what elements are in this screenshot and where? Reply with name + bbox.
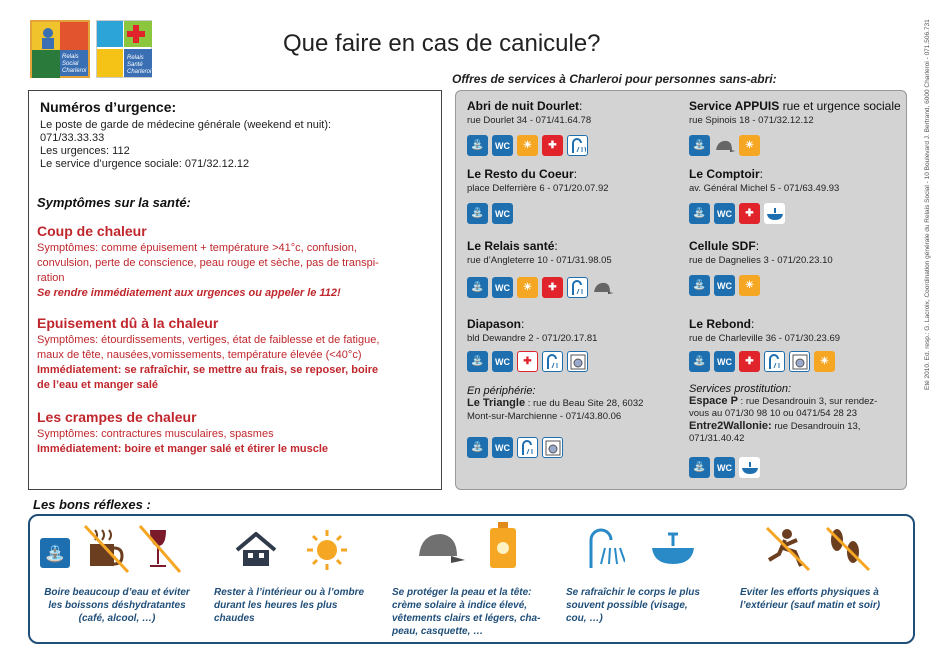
service-address: rue d’Angleterre 10 - 071/31.98.05 xyxy=(467,255,612,266)
wc-icon: WC xyxy=(714,203,735,224)
service-name: Le Relais santé xyxy=(467,239,555,253)
wc-icon: WC xyxy=(714,275,735,296)
epuisement-title: Epuisement dû à la chaleur xyxy=(37,315,219,331)
first-aid-icon: ✚ xyxy=(739,203,760,224)
wc-icon: WC xyxy=(492,203,513,224)
service-address: Mont-sur-Marchienne - 071/43.80.06 xyxy=(467,411,622,422)
wc-icon: WC xyxy=(714,351,735,372)
water-icon: ⛲ xyxy=(467,351,488,372)
water-icon: ⛲ xyxy=(467,277,488,298)
reflexes-panel xyxy=(28,514,915,644)
page-title: Que faire en cas de canicule? xyxy=(283,30,601,57)
service-icons xyxy=(467,351,588,372)
cross-icon xyxy=(127,25,145,43)
sunscreen-icon: ☀ xyxy=(814,351,835,372)
services-heading: Offres de services à Charleroi pour personnes sans-abri: xyxy=(452,72,777,86)
wc-icon: WC xyxy=(492,277,513,298)
service-icons xyxy=(467,203,513,224)
cap-icon xyxy=(415,530,465,568)
person-icon xyxy=(36,26,60,50)
wc-icon: WC xyxy=(492,351,513,372)
crampes-title: Les crampes de chaleur xyxy=(37,409,197,425)
prostitution-label: Services prostitution: xyxy=(689,383,792,395)
service-suffix: : xyxy=(579,99,583,113)
shower-icon xyxy=(567,277,588,298)
service-suffix: : xyxy=(751,317,755,331)
service-icons xyxy=(689,457,760,478)
wc-icon: WC xyxy=(492,437,513,458)
service-icons xyxy=(467,277,613,298)
coup-action: Se rendre immédiatement aux urgences ou appeler le 112! xyxy=(37,287,341,299)
service-icons xyxy=(689,275,760,296)
sink-icon xyxy=(739,457,760,478)
service-address: place Delferrière 6 - 071/20.07.92 xyxy=(467,183,609,194)
service-resto-coeur xyxy=(467,167,609,195)
service-address: rue de Dagnelies 3 - 071/20.23.10 xyxy=(689,255,833,266)
service-address: : rue Desandrouin 3, sur rendez- xyxy=(737,396,878,407)
service-name: Diapason xyxy=(467,317,522,331)
shower-icon xyxy=(585,528,625,570)
coup-text: convulsion, perte de conscience, peau rouge et sèche, pas de transpi- xyxy=(37,257,379,269)
crampes-action: Immédiatement: boire et manger salé et étirer le muscle xyxy=(37,443,329,455)
services-panel xyxy=(455,90,907,490)
water-icon: ⛲ xyxy=(467,203,488,224)
urgence-line: 071/33.33.33 xyxy=(40,132,105,144)
service-appuis xyxy=(689,99,901,127)
shower-icon xyxy=(764,351,785,372)
urgence-line: Les urgences: 112 xyxy=(40,145,130,157)
service-suffix: : xyxy=(521,317,525,331)
relais-sante-logo xyxy=(96,20,152,78)
water-icon: ⛲ xyxy=(689,351,710,372)
service-diapason xyxy=(467,317,597,345)
service-name: Le Comptoir xyxy=(689,167,760,181)
service-triangle xyxy=(467,385,643,423)
sunscreen-icon: ☀ xyxy=(739,135,760,156)
wc-icon: WC xyxy=(492,135,513,156)
first-aid-icon: ✚ xyxy=(542,277,563,298)
cap-icon xyxy=(714,135,735,156)
water-icon: ⛲ xyxy=(467,437,488,458)
first-aid-icon: ✚ xyxy=(739,351,760,372)
sun-icon xyxy=(305,528,349,572)
service-relais-sante xyxy=(467,239,612,267)
reflex-caption: Rester à l’intérieur ou à l’ombre durant les heures les plus chaudes xyxy=(214,587,365,624)
first-aid-icon: ✚ xyxy=(517,351,538,372)
service-suffix: : xyxy=(755,239,760,253)
coup-text: ration xyxy=(37,272,65,284)
shower-icon xyxy=(542,351,563,372)
shower-icon xyxy=(517,437,538,458)
washing-machine-icon xyxy=(567,351,588,372)
service-suffix: : xyxy=(554,239,558,253)
urgence-panel xyxy=(28,90,442,490)
drink-icons xyxy=(40,524,185,574)
symptomes-heading: Symptômes sur la santé: xyxy=(37,195,191,210)
service-address: : rue du Beau Site 28, 6032 xyxy=(525,398,644,409)
reflex-caption: Se rafraîchir le corps le plus souvent possible (visage, cou, …) xyxy=(566,587,700,624)
logo1-text: Relais Social Charleroi xyxy=(62,54,87,74)
service-suffix: : xyxy=(573,167,578,181)
service-icons xyxy=(467,437,563,458)
service-address: rue Dourlet 34 - 071/41.64.78 xyxy=(467,115,592,126)
coup-text: Symptômes: comme épuisement + température >41°c, confusion, xyxy=(37,242,357,254)
service-address: rue Desandrouin 13, xyxy=(771,421,861,432)
epuisement-text: maux de tête, nausées,vomissements, température élevée (<40°c) xyxy=(37,349,362,361)
svg-text:⛲: ⛲ xyxy=(45,546,65,563)
service-rebond xyxy=(689,317,840,345)
periph-label: En périphérie: xyxy=(467,385,536,397)
epuisement-text: Symptômes: étourdissements, vertiges, état de faiblesse et de fatigue, xyxy=(37,334,380,346)
side-note: Eté 2010. Ed. resp.: G. Lacroix, Coordination générale du Relais Social - 10 Boulevard J. Bertrand, 6000 Charleroi - 071.506.731 xyxy=(924,19,931,390)
wc-icon: WC xyxy=(714,457,735,478)
service-name: Cellule SDF xyxy=(689,239,756,253)
service-name: Entre2Wallonie: xyxy=(689,420,772,432)
service-name: Service APPUIS xyxy=(689,99,780,113)
service-address: bld Dewandre 2 - 071/20.17.81 xyxy=(467,333,598,344)
water-icon: ⛲ xyxy=(467,135,488,156)
sink-icon xyxy=(650,530,696,566)
urgence-line: Le poste de garde de médecine générale (weekend et nuit): xyxy=(40,119,332,131)
service-icons xyxy=(689,351,835,372)
water-icon: ⛲ xyxy=(689,275,710,296)
sunscreen-icon: ☀ xyxy=(517,135,538,156)
urgence-heading: Numéros d’urgence: xyxy=(40,99,177,115)
service-name: Le Triangle xyxy=(467,397,526,409)
service-name: Espace P xyxy=(689,395,738,407)
sunscreen-icon: ☀ xyxy=(517,277,538,298)
urgence-line: Le service d’urgence sociale: 071/32.12.12 xyxy=(40,158,250,170)
no-exercise-icons xyxy=(765,526,875,572)
cap-icon xyxy=(592,277,613,298)
shower-icon xyxy=(567,135,588,156)
service-suffix: rue et urgence sociale xyxy=(779,99,901,113)
washing-machine-icon xyxy=(542,437,563,458)
service-icons xyxy=(467,135,588,156)
water-icon: ⛲ xyxy=(689,203,710,224)
washing-machine-icon xyxy=(789,351,810,372)
epuisement-action: de l’eau et manger salé xyxy=(37,379,159,391)
first-aid-icon: ✚ xyxy=(542,135,563,156)
sunscreen-icon: ☀ xyxy=(739,275,760,296)
service-abri-dourlet xyxy=(467,99,591,127)
relais-social-logo xyxy=(30,20,90,78)
service-address: rue Spinois 18 - 071/32.12.12 xyxy=(689,115,814,126)
service-name: Le Resto du Coeur xyxy=(467,167,574,181)
crampes-text: Symptômes: contractures musculaires, spasmes xyxy=(37,428,274,440)
coup-title: Coup de chaleur xyxy=(37,223,147,239)
service-cellule-sdf xyxy=(689,239,833,267)
reflex-caption: Boire beaucoup d’eau et éviter les boissons déshydratantes (café, alcool, …) xyxy=(44,587,190,624)
reflex-caption: Eviter les efforts physiques à l’extérieur (sauf matin et soir) xyxy=(740,587,881,611)
service-suffix: : xyxy=(759,167,764,181)
service-address: vous au 071/30 98 10 ou 0471/54 28 23 xyxy=(689,408,857,419)
service-name: Le Rebond xyxy=(689,317,751,331)
logo2-text: Relais Santé Charleroi xyxy=(127,55,152,75)
service-address: 071/31.40.42 xyxy=(689,433,745,444)
house-icon xyxy=(235,532,277,568)
water-icon: ⛲ xyxy=(689,457,710,478)
reflexes-heading: Les bons réflexes : xyxy=(33,497,151,512)
service-name: Abri de nuit Dourlet xyxy=(467,99,579,113)
sink-icon xyxy=(764,203,785,224)
reflex-caption: Se protéger la peau et la tête: crème solaire à indice élevé, vêtements clairs et légers, cha- peau, casquette, … xyxy=(392,587,541,637)
service-address: av. Général Michel 5 - 071/63.49.93 xyxy=(689,183,840,194)
service-comptoir xyxy=(689,167,839,195)
sunscreen-icon xyxy=(490,528,516,568)
epuisement-action: Immédiatement: se rafraîchir, se mettre au frais, se reposer, boire xyxy=(37,364,379,376)
service-address: rue de Charleville 36 - 071/30.23.69 xyxy=(689,333,841,344)
service-icons xyxy=(689,135,760,156)
service-icons xyxy=(689,203,785,224)
service-prostitution xyxy=(689,383,904,445)
water-icon: ⛲ xyxy=(689,135,710,156)
